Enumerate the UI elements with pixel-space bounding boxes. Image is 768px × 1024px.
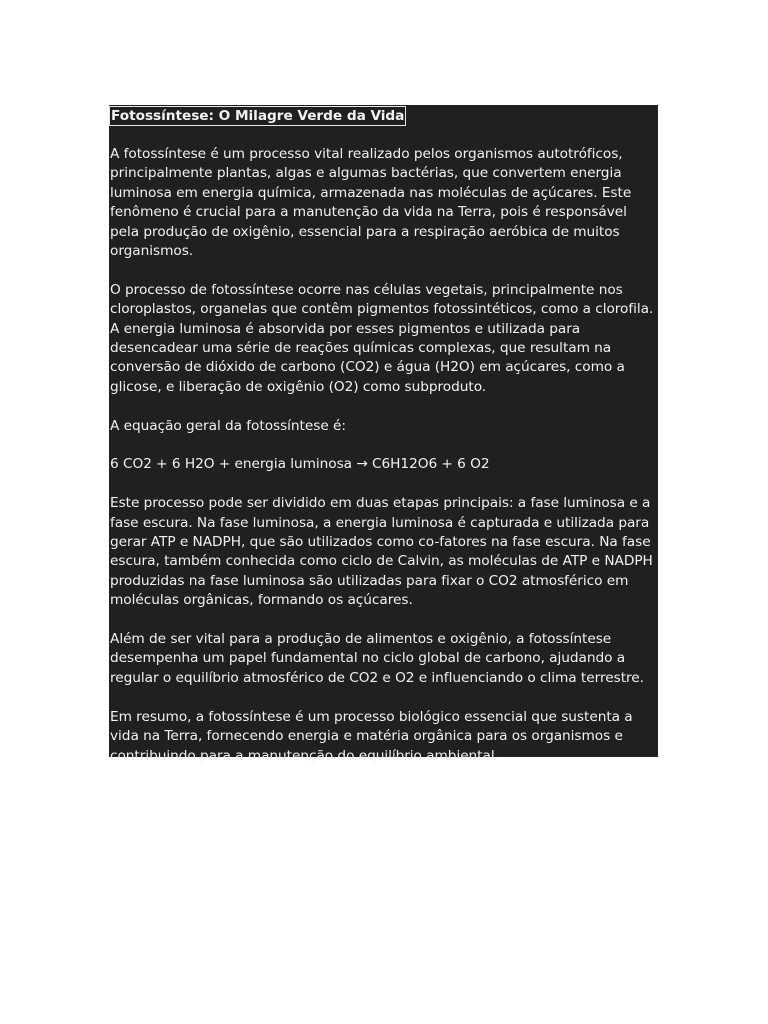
paragraph-summary: Em resumo, a fotossíntese é um processo biológico essencial que sustenta a vida na Terra, fornecendo energia e matéria orgânica para os organismos e contribuindo para a manutenção do equilíbrio ambiental. xyxy=(110,708,633,764)
paragraph-intro: A fotossíntese é um processo vital realizado pelos organismos autotróficos, principalmente plantas, algas e algumas bactérias, que convertem energia luminosa em energia química, armazenada nas moléculas de açúcares. Este fenômeno é crucial para a manutenção da vida na Terra, pois é responsável pela produção de oxigênio, essencial para a respiração aeróbica de muitos organismos. xyxy=(110,146,632,260)
paragraph-carbon-cycle: Além de ser vital para a produção de alimentos e oxigênio, a fotossíntese desempenha um papel fundamental no ciclo global de carbono, ajudando a regular o equilíbrio atmosférico de CO2 e O2 e influenciando o clima terrestre. xyxy=(110,631,644,686)
document-title: Fotossíntese: O Milagre Verde da Vida xyxy=(111,108,405,124)
paragraph-phases: Este processo pode ser dividido em duas etapas principais: a fase luminosa e a fase escura. Na fase luminosa, a energia luminosa é capturada e utilizada para gerar ATP e NADPH, que são utilizados como co-fatores na fase escura. Na fase escura, também conhecida como ciclo de Calvin, as moléculas de ATP e NADPH produzidas na fase luminosa são utilizadas para fixar o CO2 atmosférico em moléculas orgânicas, formando os açúcares. xyxy=(110,495,653,609)
paragraph-process: O processo de fotossíntese ocorre nas células vegetais, principalmente nos cloroplastos, organelas que contêm pigmentos fotossintéticos, como a clorofila. A energia luminosa é absorvida por esses pigmentos e utilizada para desencadear uma série de reações químicas complexas, que resultam na conversão de dióxido de carbono (CO2) e água (H2O) em açúcares, como a glicose, e liberação de oxigênio (O2) como subproduto. xyxy=(110,281,654,395)
paragraph-equation-intro: A equação geral da fotossíntese é: xyxy=(110,417,346,434)
paragraph-equation: 6 CO2 + 6 H2O + energia luminosa → C6H12O6 + 6 O2 xyxy=(110,456,490,473)
document-text-block xyxy=(109,105,658,764)
